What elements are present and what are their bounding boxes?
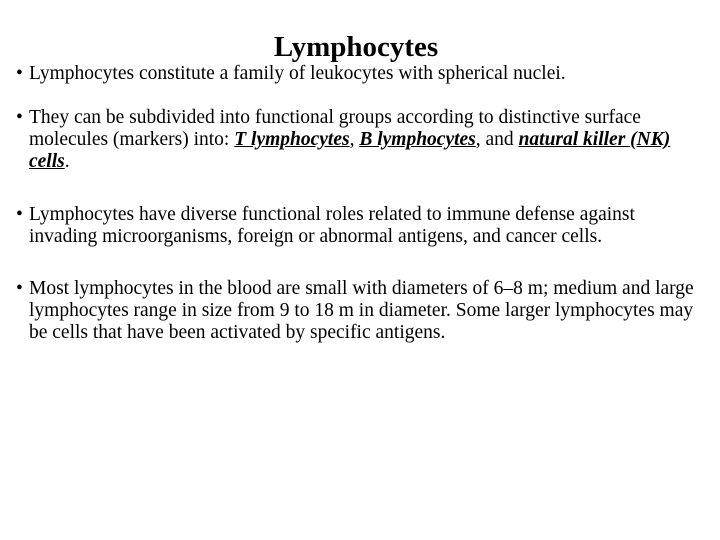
bullet-text: They can be subdivided into functional groups according to distinctive surface molecules (markers) into: — [29, 107, 641, 150]
bullet-mark: • — [16, 63, 23, 84]
bullet-item-4 — [16, 278, 706, 344]
bullet-mark: • — [16, 107, 23, 128]
bullet-item-3 — [16, 204, 706, 248]
bullet-mark: • — [16, 204, 23, 225]
bullet-mark: • — [16, 278, 23, 299]
term-t-lymphocytes: T lymphocytes — [234, 129, 350, 150]
bullet-item-1 — [16, 63, 706, 85]
term-b-lymphocytes: B lymphocytes — [359, 129, 476, 150]
bullet-text: Lymphocytes have diverse functional roles related to immune defense against invading microorganisms, foreign or abnormal antigens, and cancer cells. — [29, 204, 635, 247]
bullet-text: Lymphocytes constitute a family of leukocytes with spherical nuclei. — [29, 63, 566, 84]
bullet-item-2 — [16, 107, 706, 173]
slide-title: Lymphocytes — [273, 31, 439, 64]
separator-text: , — [349, 129, 360, 150]
bullet-text-end: . — [64, 151, 70, 172]
bullet-list — [16, 63, 706, 366]
bullet-text: Most lymphocytes in the blood are small with diameters of 6–8 m; medium and large lymphocytes range in size from 9 to 18 m in diameter. Some larger lymphocytes may be cells that have been activated by specific antigens. — [29, 278, 694, 343]
term-nk-cells: natural killer (NK) cells — [29, 129, 671, 172]
separator-text: , and — [475, 129, 519, 150]
